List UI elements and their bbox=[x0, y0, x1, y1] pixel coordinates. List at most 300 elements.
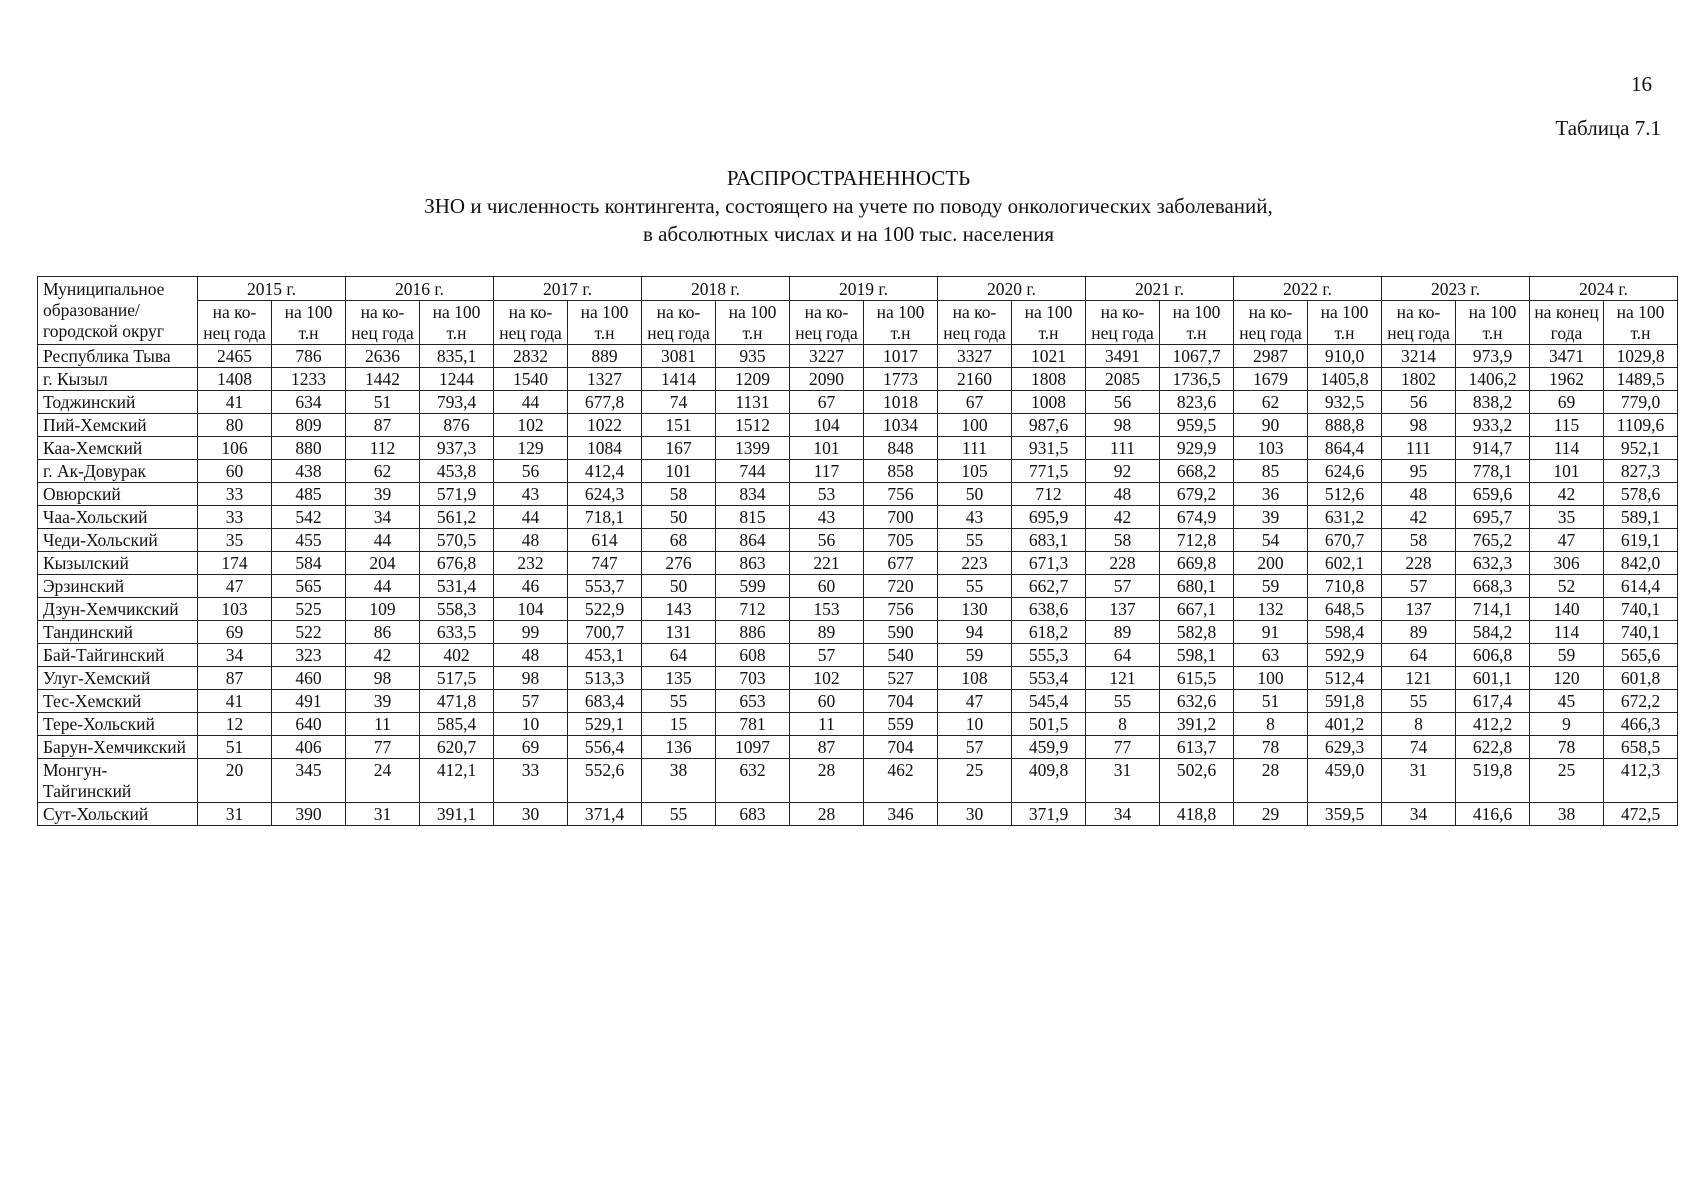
cell-per-100k: 704 bbox=[864, 736, 938, 759]
table-row bbox=[38, 368, 1678, 391]
cell-per-100k: 590 bbox=[864, 621, 938, 644]
cell-per-100k: 779,0 bbox=[1604, 391, 1678, 414]
cell-per-100k: 889 bbox=[568, 345, 642, 368]
cell-per-100k: 460 bbox=[272, 667, 346, 690]
header-end-of-year: на ко- нец года bbox=[494, 301, 568, 345]
cell-end-of-year: 136 bbox=[642, 736, 716, 759]
cell-end-of-year: 87 bbox=[790, 736, 864, 759]
cell-per-100k: 632,3 bbox=[1456, 552, 1530, 575]
cell-end-of-year: 34 bbox=[1086, 803, 1160, 826]
cell-per-100k: 401,2 bbox=[1308, 713, 1382, 736]
region-name: Кызылский bbox=[38, 552, 198, 575]
cell-end-of-year: 1679 bbox=[1234, 368, 1308, 391]
cell-end-of-year: 28 bbox=[790, 803, 864, 826]
cell-end-of-year: 143 bbox=[642, 598, 716, 621]
cell-end-of-year: 59 bbox=[1530, 644, 1604, 667]
header-year: 2023 г. bbox=[1382, 277, 1530, 301]
region-name: Тоджинский bbox=[38, 391, 198, 414]
cell-end-of-year: 56 bbox=[1382, 391, 1456, 414]
cell-per-100k: 582,8 bbox=[1160, 621, 1234, 644]
cell-end-of-year: 74 bbox=[1382, 736, 1456, 759]
cell-per-100k: 1808 bbox=[1012, 368, 1086, 391]
header-per-100k: на 100 т.н bbox=[568, 301, 642, 345]
cell-end-of-year: 20 bbox=[198, 759, 272, 803]
cell-per-100k: 1018 bbox=[864, 391, 938, 414]
cell-end-of-year: 34 bbox=[198, 644, 272, 667]
cell-per-100k: 472,5 bbox=[1604, 803, 1678, 826]
region-name: Тес-Хемский bbox=[38, 690, 198, 713]
cell-per-100k: 585,4 bbox=[420, 713, 494, 736]
cell-per-100k: 842,0 bbox=[1604, 552, 1678, 575]
region-name: Бай-Тайгинский bbox=[38, 644, 198, 667]
cell-end-of-year: 80 bbox=[198, 414, 272, 437]
cell-end-of-year: 135 bbox=[642, 667, 716, 690]
header-year: 2016 г. bbox=[346, 277, 494, 301]
cell-end-of-year: 2987 bbox=[1234, 345, 1308, 368]
cell-end-of-year: 2160 bbox=[938, 368, 1012, 391]
cell-per-100k: 406 bbox=[272, 736, 346, 759]
cell-per-100k: 937,3 bbox=[420, 437, 494, 460]
cell-per-100k: 671,3 bbox=[1012, 552, 1086, 575]
cell-per-100k: 471,8 bbox=[420, 690, 494, 713]
cell-per-100k: 412,3 bbox=[1604, 759, 1678, 803]
cell-per-100k: 786 bbox=[272, 345, 346, 368]
cell-per-100k: 555,3 bbox=[1012, 644, 1086, 667]
cell-end-of-year: 98 bbox=[1086, 414, 1160, 437]
cell-per-100k: 778,1 bbox=[1456, 460, 1530, 483]
cell-end-of-year: 2090 bbox=[790, 368, 864, 391]
cell-end-of-year: 55 bbox=[1086, 690, 1160, 713]
cell-end-of-year: 103 bbox=[198, 598, 272, 621]
cell-end-of-year: 85 bbox=[1234, 460, 1308, 483]
region-name: Пий-Хемский bbox=[38, 414, 198, 437]
cell-per-100k: 712 bbox=[1012, 483, 1086, 506]
cell-per-100k: 455 bbox=[272, 529, 346, 552]
cell-per-100k: 640 bbox=[272, 713, 346, 736]
cell-per-100k: 559 bbox=[864, 713, 938, 736]
cell-per-100k: 700,7 bbox=[568, 621, 642, 644]
cell-end-of-year: 58 bbox=[1086, 529, 1160, 552]
cell-per-100k: 553,4 bbox=[1012, 667, 1086, 690]
cell-end-of-year: 54 bbox=[1234, 529, 1308, 552]
cell-per-100k: 880 bbox=[272, 437, 346, 460]
cell-end-of-year: 102 bbox=[494, 414, 568, 437]
cell-per-100k: 556,4 bbox=[568, 736, 642, 759]
cell-end-of-year: 100 bbox=[938, 414, 1012, 437]
cell-per-100k: 910,0 bbox=[1308, 345, 1382, 368]
cell-per-100k: 695,7 bbox=[1456, 506, 1530, 529]
cell-end-of-year: 48 bbox=[494, 644, 568, 667]
cell-per-100k: 390 bbox=[272, 803, 346, 826]
table-row bbox=[38, 391, 1678, 414]
cell-per-100k: 1405,8 bbox=[1308, 368, 1382, 391]
cell-per-100k: 599 bbox=[716, 575, 790, 598]
cell-end-of-year: 109 bbox=[346, 598, 420, 621]
cell-end-of-year: 57 bbox=[790, 644, 864, 667]
cell-per-100k: 1017 bbox=[864, 345, 938, 368]
cell-per-100k: 704 bbox=[864, 690, 938, 713]
cell-end-of-year: 174 bbox=[198, 552, 272, 575]
cell-end-of-year: 103 bbox=[1234, 437, 1308, 460]
cell-per-100k: 619,1 bbox=[1604, 529, 1678, 552]
cell-per-100k: 929,9 bbox=[1160, 437, 1234, 460]
cell-end-of-year: 77 bbox=[346, 736, 420, 759]
cell-per-100k: 584 bbox=[272, 552, 346, 575]
cell-per-100k: 613,7 bbox=[1160, 736, 1234, 759]
cell-end-of-year: 10 bbox=[938, 713, 1012, 736]
cell-per-100k: 617,4 bbox=[1456, 690, 1530, 713]
cell-per-100k: 606,8 bbox=[1456, 644, 1530, 667]
cell-end-of-year: 33 bbox=[494, 759, 568, 803]
cell-end-of-year: 39 bbox=[346, 483, 420, 506]
cell-per-100k: 756 bbox=[864, 483, 938, 506]
cell-per-100k: 632 bbox=[716, 759, 790, 803]
cell-end-of-year: 58 bbox=[1382, 529, 1456, 552]
cell-per-100k: 634 bbox=[272, 391, 346, 414]
cell-end-of-year: 35 bbox=[198, 529, 272, 552]
cell-end-of-year: 59 bbox=[1234, 575, 1308, 598]
cell-end-of-year: 91 bbox=[1234, 621, 1308, 644]
cell-end-of-year: 153 bbox=[790, 598, 864, 621]
cell-per-100k: 720 bbox=[864, 575, 938, 598]
cell-end-of-year: 50 bbox=[642, 506, 716, 529]
cell-end-of-year: 31 bbox=[198, 803, 272, 826]
cell-end-of-year: 90 bbox=[1234, 414, 1308, 437]
region-name: Чаа-Хольский bbox=[38, 506, 198, 529]
table-heading bbox=[0, 164, 1697, 248]
header-year: 2021 г. bbox=[1086, 277, 1234, 301]
cell-end-of-year: 130 bbox=[938, 598, 1012, 621]
cell-per-100k: 1029,8 bbox=[1604, 345, 1678, 368]
region-name: г. Ак-Довурак bbox=[38, 460, 198, 483]
header-per-100k: на 100 т.н bbox=[1012, 301, 1086, 345]
cell-end-of-year: 121 bbox=[1382, 667, 1456, 690]
cell-end-of-year: 44 bbox=[346, 529, 420, 552]
cell-per-100k: 615,5 bbox=[1160, 667, 1234, 690]
cell-end-of-year: 69 bbox=[494, 736, 568, 759]
table-row bbox=[38, 575, 1678, 598]
cell-per-100k: 674,9 bbox=[1160, 506, 1234, 529]
cell-per-100k: 491 bbox=[272, 690, 346, 713]
cell-end-of-year: 104 bbox=[494, 598, 568, 621]
cell-end-of-year: 11 bbox=[346, 713, 420, 736]
cell-end-of-year: 51 bbox=[346, 391, 420, 414]
cell-end-of-year: 3214 bbox=[1382, 345, 1456, 368]
cell-end-of-year: 167 bbox=[642, 437, 716, 460]
header-end-of-year: на конец года bbox=[1530, 301, 1604, 345]
cell-per-100k: 502,6 bbox=[1160, 759, 1234, 803]
table-row bbox=[38, 644, 1678, 667]
cell-end-of-year: 48 bbox=[1382, 483, 1456, 506]
cell-end-of-year: 69 bbox=[198, 621, 272, 644]
cell-per-100k: 771,5 bbox=[1012, 460, 1086, 483]
region-name: Эрзинский bbox=[38, 575, 198, 598]
cell-per-100k: 631,2 bbox=[1308, 506, 1382, 529]
cell-per-100k: 565,6 bbox=[1604, 644, 1678, 667]
cell-per-100k: 683,4 bbox=[568, 690, 642, 713]
cell-end-of-year: 140 bbox=[1530, 598, 1604, 621]
cell-per-100k: 462 bbox=[864, 759, 938, 803]
cell-per-100k: 705 bbox=[864, 529, 938, 552]
cell-per-100k: 1109,6 bbox=[1604, 414, 1678, 437]
cell-end-of-year: 74 bbox=[642, 391, 716, 414]
table-row bbox=[38, 803, 1678, 826]
cell-end-of-year: 223 bbox=[938, 552, 1012, 575]
cell-per-100k: 598,1 bbox=[1160, 644, 1234, 667]
cell-per-100k: 858 bbox=[864, 460, 938, 483]
cell-per-100k: 323 bbox=[272, 644, 346, 667]
cell-end-of-year: 60 bbox=[198, 460, 272, 483]
cell-per-100k: 718,1 bbox=[568, 506, 642, 529]
cell-per-100k: 765,2 bbox=[1456, 529, 1530, 552]
cell-per-100k: 863 bbox=[716, 552, 790, 575]
cell-per-100k: 952,1 bbox=[1604, 437, 1678, 460]
cell-end-of-year: 47 bbox=[938, 690, 1012, 713]
cell-end-of-year: 50 bbox=[642, 575, 716, 598]
cell-per-100k: 876 bbox=[420, 414, 494, 437]
region-name: Овюрский bbox=[38, 483, 198, 506]
cell-end-of-year: 101 bbox=[1530, 460, 1604, 483]
cell-per-100k: 740,1 bbox=[1604, 598, 1678, 621]
cell-per-100k: 1008 bbox=[1012, 391, 1086, 414]
cell-per-100k: 670,7 bbox=[1308, 529, 1382, 552]
cell-end-of-year: 129 bbox=[494, 437, 568, 460]
cell-end-of-year: 25 bbox=[938, 759, 1012, 803]
cell-per-100k: 683 bbox=[716, 803, 790, 826]
header-end-of-year: на ко- нец года bbox=[346, 301, 420, 345]
cell-per-100k: 633,5 bbox=[420, 621, 494, 644]
cell-end-of-year: 111 bbox=[1086, 437, 1160, 460]
cell-per-100k: 712,8 bbox=[1160, 529, 1234, 552]
cell-end-of-year: 38 bbox=[642, 759, 716, 803]
cell-per-100k: 827,3 bbox=[1604, 460, 1678, 483]
cell-end-of-year: 68 bbox=[642, 529, 716, 552]
cell-per-100k: 529,1 bbox=[568, 713, 642, 736]
cell-per-100k: 527 bbox=[864, 667, 938, 690]
cell-end-of-year: 44 bbox=[494, 391, 568, 414]
cell-per-100k: 485 bbox=[272, 483, 346, 506]
cell-end-of-year: 98 bbox=[494, 667, 568, 690]
cell-per-100k: 453,1 bbox=[568, 644, 642, 667]
cell-end-of-year: 86 bbox=[346, 621, 420, 644]
cell-per-100k: 931,5 bbox=[1012, 437, 1086, 460]
cell-per-100k: 712 bbox=[716, 598, 790, 621]
table-row bbox=[38, 713, 1678, 736]
cell-per-100k: 525 bbox=[272, 598, 346, 621]
cell-per-100k: 848 bbox=[864, 437, 938, 460]
cell-per-100k: 1021 bbox=[1012, 345, 1086, 368]
cell-per-100k: 522 bbox=[272, 621, 346, 644]
cell-per-100k: 602,1 bbox=[1308, 552, 1382, 575]
cell-per-100k: 545,4 bbox=[1012, 690, 1086, 713]
cell-per-100k: 638,6 bbox=[1012, 598, 1086, 621]
cell-end-of-year: 111 bbox=[938, 437, 1012, 460]
cell-end-of-year: 51 bbox=[1234, 690, 1308, 713]
cell-per-100k: 659,6 bbox=[1456, 483, 1530, 506]
cell-end-of-year: 25 bbox=[1530, 759, 1604, 803]
cell-per-100k: 838,2 bbox=[1456, 391, 1530, 414]
cell-end-of-year: 87 bbox=[346, 414, 420, 437]
cell-per-100k: 1406,2 bbox=[1456, 368, 1530, 391]
cell-end-of-year: 59 bbox=[938, 644, 1012, 667]
cell-end-of-year: 30 bbox=[938, 803, 1012, 826]
cell-per-100k: 371,9 bbox=[1012, 803, 1086, 826]
cell-end-of-year: 108 bbox=[938, 667, 1012, 690]
cell-end-of-year: 34 bbox=[1382, 803, 1456, 826]
cell-per-100k: 914,7 bbox=[1456, 437, 1530, 460]
cell-end-of-year: 31 bbox=[1382, 759, 1456, 803]
cell-end-of-year: 89 bbox=[1086, 621, 1160, 644]
header-year: 2019 г. bbox=[790, 277, 938, 301]
cell-per-100k: 512,6 bbox=[1308, 483, 1382, 506]
cell-per-100k: 932,5 bbox=[1308, 391, 1382, 414]
cell-per-100k: 614 bbox=[568, 529, 642, 552]
cell-per-100k: 1097 bbox=[716, 736, 790, 759]
cell-per-100k: 676,8 bbox=[420, 552, 494, 575]
cell-end-of-year: 114 bbox=[1530, 621, 1604, 644]
cell-end-of-year: 3081 bbox=[642, 345, 716, 368]
region-name: Чеди-Хольский bbox=[38, 529, 198, 552]
cell-end-of-year: 77 bbox=[1086, 736, 1160, 759]
header-per-100k: на 100 т.н bbox=[1160, 301, 1234, 345]
cell-per-100k: 1244 bbox=[420, 368, 494, 391]
cell-end-of-year: 1962 bbox=[1530, 368, 1604, 391]
cell-per-100k: 680,1 bbox=[1160, 575, 1234, 598]
cell-end-of-year: 31 bbox=[1086, 759, 1160, 803]
cell-end-of-year: 120 bbox=[1530, 667, 1604, 690]
cell-per-100k: 540 bbox=[864, 644, 938, 667]
cell-per-100k: 658,5 bbox=[1604, 736, 1678, 759]
cell-end-of-year: 36 bbox=[1234, 483, 1308, 506]
cell-per-100k: 823,6 bbox=[1160, 391, 1234, 414]
cell-end-of-year: 39 bbox=[1234, 506, 1308, 529]
region-name: Каа-Хемский bbox=[38, 437, 198, 460]
cell-per-100k: 591,8 bbox=[1308, 690, 1382, 713]
cell-end-of-year: 115 bbox=[1530, 414, 1604, 437]
cell-end-of-year: 228 bbox=[1086, 552, 1160, 575]
cell-per-100k: 662,7 bbox=[1012, 575, 1086, 598]
cell-end-of-year: 43 bbox=[790, 506, 864, 529]
cell-end-of-year: 204 bbox=[346, 552, 420, 575]
header-year: 2018 г. bbox=[642, 277, 790, 301]
cell-per-100k: 677 bbox=[864, 552, 938, 575]
region-name: Тандинский bbox=[38, 621, 198, 644]
cell-end-of-year: 1414 bbox=[642, 368, 716, 391]
cell-per-100k: 519,8 bbox=[1456, 759, 1530, 803]
cell-end-of-year: 64 bbox=[1086, 644, 1160, 667]
cell-per-100k: 565 bbox=[272, 575, 346, 598]
cell-per-100k: 669,8 bbox=[1160, 552, 1234, 575]
cell-per-100k: 987,6 bbox=[1012, 414, 1086, 437]
cell-per-100k: 391,1 bbox=[420, 803, 494, 826]
cell-per-100k: 1773 bbox=[864, 368, 938, 391]
cell-per-100k: 584,2 bbox=[1456, 621, 1530, 644]
cell-per-100k: 418,8 bbox=[1160, 803, 1234, 826]
cell-end-of-year: 67 bbox=[790, 391, 864, 414]
cell-end-of-year: 43 bbox=[938, 506, 1012, 529]
cell-end-of-year: 106 bbox=[198, 437, 272, 460]
cell-per-100k: 683,1 bbox=[1012, 529, 1086, 552]
cell-end-of-year: 92 bbox=[1086, 460, 1160, 483]
table-subtitle-line-1: ЗНО и численность контингента, состоящего на учете по поводу онкологических заболеваний, bbox=[424, 194, 1273, 218]
cell-per-100k: 409,8 bbox=[1012, 759, 1086, 803]
cell-end-of-year: 33 bbox=[198, 483, 272, 506]
cell-end-of-year: 52 bbox=[1530, 575, 1604, 598]
cell-per-100k: 679,2 bbox=[1160, 483, 1234, 506]
cell-end-of-year: 2465 bbox=[198, 345, 272, 368]
cell-end-of-year: 44 bbox=[346, 575, 420, 598]
header-row-subcolumns bbox=[38, 301, 1678, 345]
cell-end-of-year: 57 bbox=[494, 690, 568, 713]
cell-end-of-year: 62 bbox=[346, 460, 420, 483]
cell-end-of-year: 64 bbox=[642, 644, 716, 667]
table-title: РАСПРОСТРАНЕННОСТЬ bbox=[726, 166, 971, 190]
cell-end-of-year: 45 bbox=[1530, 690, 1604, 713]
cell-end-of-year: 67 bbox=[938, 391, 1012, 414]
cell-end-of-year: 2085 bbox=[1086, 368, 1160, 391]
cell-end-of-year: 8 bbox=[1086, 713, 1160, 736]
cell-end-of-year: 221 bbox=[790, 552, 864, 575]
region-name: Барун-Хемчикский bbox=[38, 736, 198, 759]
cell-per-100k: 542 bbox=[272, 506, 346, 529]
cell-per-100k: 740,1 bbox=[1604, 621, 1678, 644]
cell-end-of-year: 41 bbox=[198, 391, 272, 414]
cell-per-100k: 501,5 bbox=[1012, 713, 1086, 736]
cell-per-100k: 668,3 bbox=[1456, 575, 1530, 598]
cell-end-of-year: 15 bbox=[642, 713, 716, 736]
cell-per-100k: 459,0 bbox=[1308, 759, 1382, 803]
cell-end-of-year: 3471 bbox=[1530, 345, 1604, 368]
cell-end-of-year: 8 bbox=[1382, 713, 1456, 736]
cell-per-100k: 677,8 bbox=[568, 391, 642, 414]
cell-per-100k: 558,3 bbox=[420, 598, 494, 621]
cell-end-of-year: 1408 bbox=[198, 368, 272, 391]
header-per-100k: на 100 т.н bbox=[1604, 301, 1678, 345]
table-row bbox=[38, 552, 1678, 575]
cell-end-of-year: 89 bbox=[1382, 621, 1456, 644]
cell-per-100k: 886 bbox=[716, 621, 790, 644]
cell-end-of-year: 42 bbox=[1530, 483, 1604, 506]
cell-end-of-year: 55 bbox=[642, 690, 716, 713]
cell-end-of-year: 58 bbox=[642, 483, 716, 506]
cell-end-of-year: 10 bbox=[494, 713, 568, 736]
cell-per-100k: 888,8 bbox=[1308, 414, 1382, 437]
cell-end-of-year: 276 bbox=[642, 552, 716, 575]
cell-end-of-year: 114 bbox=[1530, 437, 1604, 460]
cell-end-of-year: 55 bbox=[1382, 690, 1456, 713]
cell-end-of-year: 2636 bbox=[346, 345, 420, 368]
cell-end-of-year: 48 bbox=[494, 529, 568, 552]
table-row bbox=[38, 736, 1678, 759]
cell-end-of-year: 3327 bbox=[938, 345, 1012, 368]
cell-per-100k: 1084 bbox=[568, 437, 642, 460]
cell-per-100k: 346 bbox=[864, 803, 938, 826]
table-row bbox=[38, 759, 1678, 803]
header-end-of-year: на ко- нец года bbox=[198, 301, 272, 345]
cell-end-of-year: 28 bbox=[1234, 759, 1308, 803]
cell-per-100k: 632,6 bbox=[1160, 690, 1234, 713]
cell-per-100k: 1067,7 bbox=[1160, 345, 1234, 368]
cell-per-100k: 589,1 bbox=[1604, 506, 1678, 529]
table-label: Таблица 7.1 bbox=[1555, 116, 1661, 140]
cell-end-of-year: 2832 bbox=[494, 345, 568, 368]
cell-per-100k: 624,3 bbox=[568, 483, 642, 506]
cell-per-100k: 835,1 bbox=[420, 345, 494, 368]
cell-per-100k: 1034 bbox=[864, 414, 938, 437]
cell-per-100k: 601,1 bbox=[1456, 667, 1530, 690]
cell-per-100k: 653 bbox=[716, 690, 790, 713]
cell-end-of-year: 1442 bbox=[346, 368, 420, 391]
